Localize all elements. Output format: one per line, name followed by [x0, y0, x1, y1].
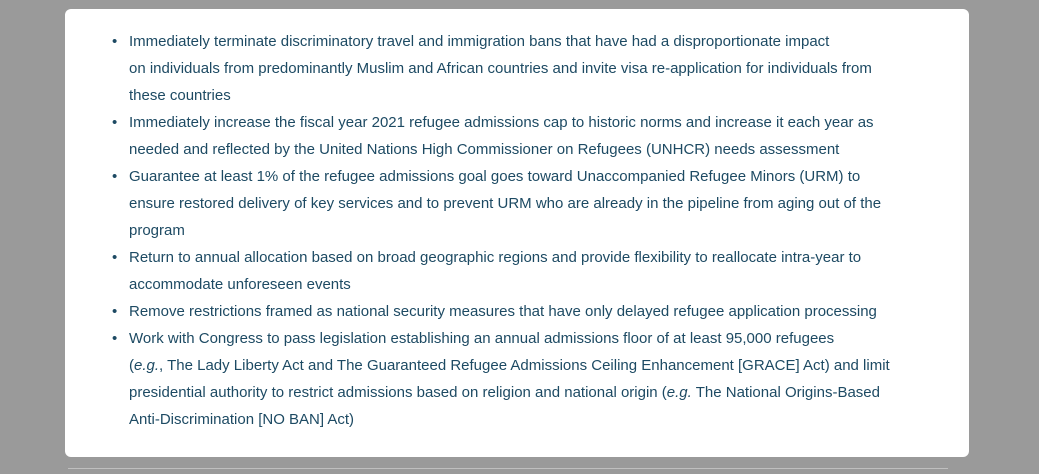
divider — [68, 468, 948, 469]
eg-abbreviation: e.g. — [134, 357, 160, 374]
list-item-text: program — [129, 222, 185, 239]
list-item-text: Guarantee at least 1% of the refugee admissions goal goes toward Unaccompanied Refugee Minors (URM) to — [129, 168, 861, 185]
eg-abbreviation: e.g. — [666, 384, 692, 401]
bullet-icon: • — [112, 303, 118, 320]
list-item-text: The National Origins-Based — [691, 384, 880, 401]
list-item-text: Immediately increase the fiscal year 2021 refugee admissions cap to historic norms and increase it each year as — [129, 114, 874, 131]
list-item — [112, 28, 962, 109]
bullet-icon: • — [112, 249, 118, 266]
list-item-text-line — [129, 352, 962, 379]
content-card — [65, 9, 969, 457]
list-item-text: these countries — [129, 87, 231, 104]
list-item-text: Remove restrictions framed as national security measures that have only delayed refugee application processing — [129, 303, 877, 320]
bullet-icon: • — [112, 114, 118, 131]
bullet-icon: • — [112, 33, 118, 50]
list-item-text: on individuals from predominantly Muslim and African countries and invite visa re-application for individuals from — [129, 60, 872, 77]
list-item — [112, 325, 962, 433]
list-item-text: ensure restored delivery of key services and to prevent URM who are already in the pipeline from aging out of the — [129, 195, 882, 212]
list-item — [112, 244, 962, 298]
list-item-text: needed and reflected by the United Nations High Commissioner on Refugees (UNHCR) needs assessment — [129, 141, 840, 158]
recommendations-list — [112, 28, 962, 433]
open-paren: ( — [129, 357, 134, 374]
list-item — [112, 298, 962, 325]
bullet-icon: • — [112, 168, 118, 185]
list-item — [112, 163, 962, 244]
list-item — [112, 109, 962, 163]
list-item-text: presidential authority to restrict admissions based on religion and national origin ( — [129, 384, 667, 401]
bullet-icon: • — [112, 330, 118, 347]
list-item-text: Immediately terminate discriminatory travel and immigration bans that have had a disproportionate impact — [129, 33, 830, 50]
list-item-text: Work with Congress to pass legislation establishing an annual admissions floor of at least 95,000 refugees — [129, 330, 835, 347]
list-item-text: accommodate unforeseen events — [129, 276, 351, 293]
list-item-text: Return to annual allocation based on broad geographic regions and provide flexibility to reallocate intra-year to — [129, 249, 862, 266]
list-item-text: , The Lady Liberty Act and The Guaranteed Refugee Admissions Ceiling Enhancement [GRACE] Act) and limit — [159, 357, 890, 374]
list-item-text-line — [129, 379, 962, 406]
list-item-text: Anti-Discrimination [NO BAN] Act) — [129, 411, 355, 428]
